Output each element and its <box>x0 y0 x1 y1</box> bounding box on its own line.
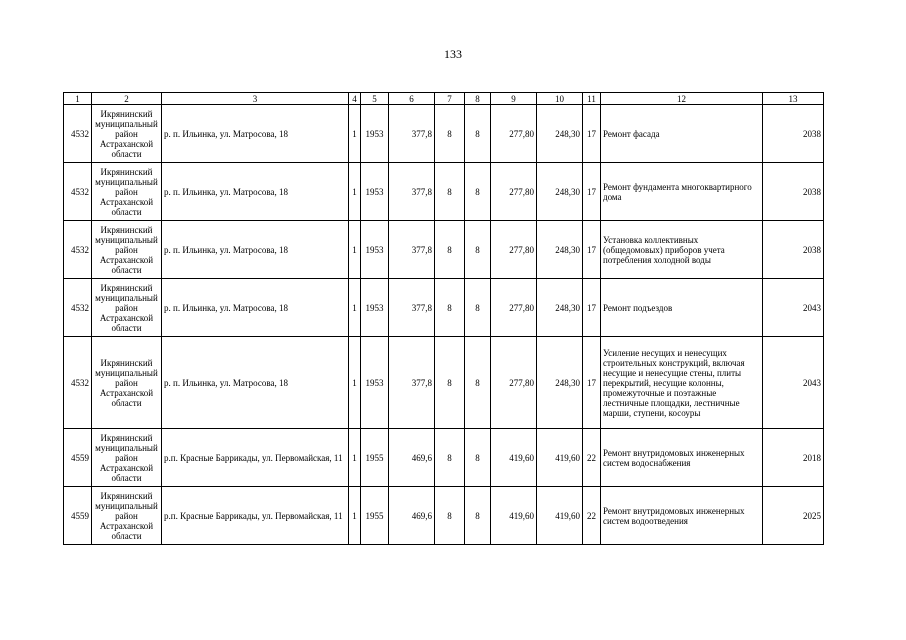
page-number: 133 <box>444 47 462 61</box>
cell-area-living: 419,60 <box>491 487 537 545</box>
cell-col-8-value: 8 <box>465 337 491 429</box>
cell-col-4-value: 1 <box>349 163 361 221</box>
cell-work-type: Ремонт подъездов <box>601 279 763 337</box>
repair-schedule-table <box>63 92 824 545</box>
cell-work-type: Ремонт внутридомовых инженерных систем водоотведения <box>601 487 763 545</box>
cell-municipality: Икрянинский муниципальный район Астраханской области <box>92 337 162 429</box>
cell-address: р. п. Ильинка, ул. Матросова, 18 <box>162 221 349 279</box>
cell-col-11-value: 17 <box>583 337 601 429</box>
cell-row-id: 4559 <box>64 487 92 545</box>
cell-municipality: Икрянинский муниципальный район Астраханской области <box>92 221 162 279</box>
column-header: 6 <box>389 93 435 105</box>
cell-area-total: 469,6 <box>389 487 435 545</box>
cell-col-4-value: 1 <box>349 279 361 337</box>
cell-work-type: Ремонт фундамента многоквартирного дома <box>601 163 763 221</box>
cell-address: р. п. Ильинка, ул. Матросова, 18 <box>162 105 349 163</box>
cell-build-year: 1953 <box>361 221 389 279</box>
table-row <box>64 487 824 545</box>
cell-col-7-value: 8 <box>435 337 465 429</box>
column-header: 11 <box>583 93 601 105</box>
cell-col-11-value: 17 <box>583 105 601 163</box>
cell-area-residential: 248,30 <box>537 163 583 221</box>
table-body <box>64 105 824 545</box>
cell-col-8-value: 8 <box>465 279 491 337</box>
cell-area-residential: 248,30 <box>537 105 583 163</box>
cell-build-year: 1953 <box>361 279 389 337</box>
cell-col-4-value: 1 <box>349 337 361 429</box>
cell-col-8-value: 8 <box>465 487 491 545</box>
cell-area-total: 377,8 <box>389 337 435 429</box>
cell-work-type: Ремонт фасада <box>601 105 763 163</box>
cell-col-11-value: 22 <box>583 429 601 487</box>
cell-col-11-value: 17 <box>583 163 601 221</box>
cell-col-8-value: 8 <box>465 429 491 487</box>
cell-row-id: 4532 <box>64 337 92 429</box>
cell-area-living: 277,80 <box>491 279 537 337</box>
cell-build-year: 1953 <box>361 105 389 163</box>
table-row <box>64 429 824 487</box>
cell-planned-year: 2038 <box>763 105 824 163</box>
cell-area-living: 277,80 <box>491 337 537 429</box>
table-row <box>64 221 824 279</box>
cell-build-year: 1953 <box>361 163 389 221</box>
cell-col-7-value: 8 <box>435 163 465 221</box>
cell-row-id: 4532 <box>64 163 92 221</box>
cell-area-living: 277,80 <box>491 221 537 279</box>
column-header: 1 <box>64 93 92 105</box>
cell-area-total: 377,8 <box>389 163 435 221</box>
cell-municipality: Икрянинский муниципальный район Астраханской области <box>92 487 162 545</box>
cell-area-residential: 248,30 <box>537 279 583 337</box>
cell-col-7-value: 8 <box>435 279 465 337</box>
cell-col-8-value: 8 <box>465 163 491 221</box>
cell-col-4-value: 1 <box>349 221 361 279</box>
cell-work-type: Установка коллективных (общедомовых) приборов учета потребления холодной воды <box>601 221 763 279</box>
cell-build-year: 1953 <box>361 337 389 429</box>
cell-col-11-value: 22 <box>583 487 601 545</box>
cell-area-residential: 248,30 <box>537 221 583 279</box>
cell-row-id: 4532 <box>64 279 92 337</box>
cell-col-4-value: 1 <box>349 105 361 163</box>
cell-row-id: 4532 <box>64 105 92 163</box>
cell-col-4-value: 1 <box>349 487 361 545</box>
cell-col-4-value: 1 <box>349 429 361 487</box>
column-header: 13 <box>763 93 824 105</box>
cell-col-8-value: 8 <box>465 105 491 163</box>
column-header: 9 <box>491 93 537 105</box>
cell-municipality: Икрянинский муниципальный район Астраханской области <box>92 105 162 163</box>
cell-col-11-value: 17 <box>583 221 601 279</box>
cell-area-total: 377,8 <box>389 105 435 163</box>
cell-address: р.п. Красные Баррикады, ул. Первомайская, 11 <box>162 487 349 545</box>
cell-col-8-value: 8 <box>465 221 491 279</box>
cell-address: р. п. Ильинка, ул. Матросова, 18 <box>162 337 349 429</box>
cell-planned-year: 2038 <box>763 221 824 279</box>
cell-municipality: Икрянинский муниципальный район Астраханской области <box>92 429 162 487</box>
column-header: 12 <box>601 93 763 105</box>
cell-area-residential: 419,60 <box>537 429 583 487</box>
cell-col-7-value: 8 <box>435 487 465 545</box>
column-header: 7 <box>435 93 465 105</box>
cell-row-id: 4532 <box>64 221 92 279</box>
table-row <box>64 337 824 429</box>
column-header: 2 <box>92 93 162 105</box>
cell-area-living: 419,60 <box>491 429 537 487</box>
column-header: 3 <box>162 93 349 105</box>
cell-col-11-value: 17 <box>583 279 601 337</box>
cell-area-residential: 419,60 <box>537 487 583 545</box>
cell-build-year: 1955 <box>361 487 389 545</box>
header-row <box>64 93 824 105</box>
table-row <box>64 105 824 163</box>
cell-municipality: Икрянинский муниципальный район Астраханской области <box>92 279 162 337</box>
cell-area-living: 277,80 <box>491 163 537 221</box>
table-row <box>64 279 824 337</box>
table-row <box>64 163 824 221</box>
cell-work-type: Ремонт внутридомовых инженерных систем водоснабжения <box>601 429 763 487</box>
cell-col-7-value: 8 <box>435 429 465 487</box>
cell-planned-year: 2025 <box>763 487 824 545</box>
cell-work-type: Усиление несущих и ненесущих строительных конструкций, включая несущие и ненесущие стены, плиты перекрытий, несущие колонны, промежуточные и поэтажные лестничные площадки, лестничные марши, ступени, косоуры <box>601 337 763 429</box>
cell-address: р.п. Красные Баррикады, ул. Первомайская, 11 <box>162 429 349 487</box>
cell-planned-year: 2043 <box>763 337 824 429</box>
cell-planned-year: 2018 <box>763 429 824 487</box>
cell-address: р. п. Ильинка, ул. Матросова, 18 <box>162 163 349 221</box>
cell-col-7-value: 8 <box>435 105 465 163</box>
column-header: 10 <box>537 93 583 105</box>
cell-address: р. п. Ильинка, ул. Матросова, 18 <box>162 279 349 337</box>
cell-planned-year: 2043 <box>763 279 824 337</box>
column-header: 5 <box>361 93 389 105</box>
cell-municipality: Икрянинский муниципальный район Астраханской области <box>92 163 162 221</box>
cell-row-id: 4559 <box>64 429 92 487</box>
column-header: 8 <box>465 93 491 105</box>
cell-area-total: 469,6 <box>389 429 435 487</box>
cell-area-total: 377,8 <box>389 221 435 279</box>
cell-col-7-value: 8 <box>435 221 465 279</box>
column-header: 4 <box>349 93 361 105</box>
cell-area-total: 377,8 <box>389 279 435 337</box>
cell-area-living: 277,80 <box>491 105 537 163</box>
cell-planned-year: 2038 <box>763 163 824 221</box>
cell-area-residential: 248,30 <box>537 337 583 429</box>
cell-build-year: 1955 <box>361 429 389 487</box>
